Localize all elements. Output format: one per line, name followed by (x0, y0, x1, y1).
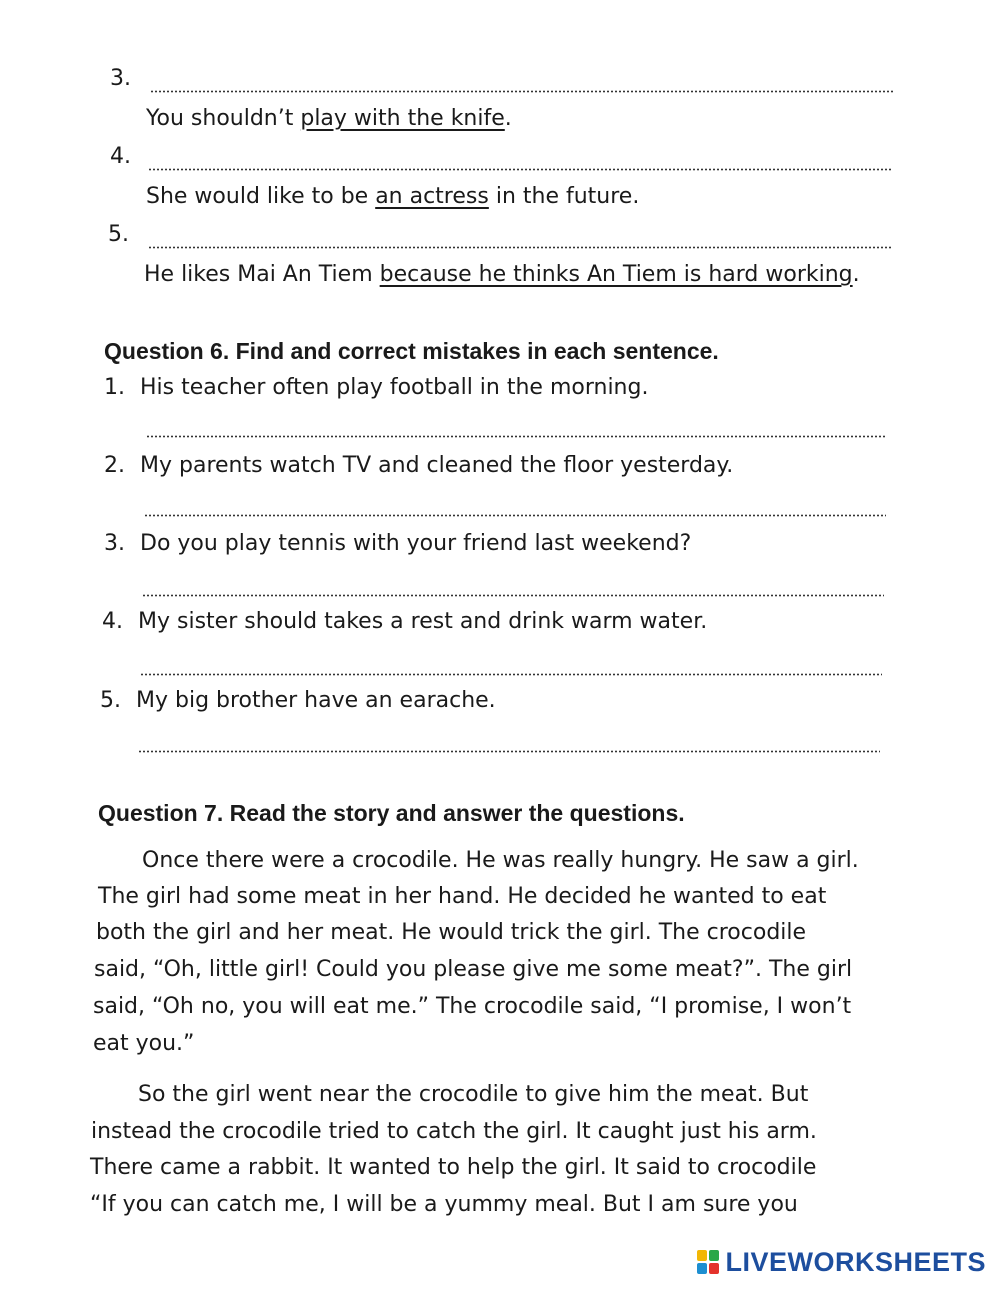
item-number: 4. (102, 609, 123, 634)
item-number: 2. (104, 453, 125, 478)
story-line: Once there were a crocodile. He was really hungry. He saw a girl. (142, 848, 859, 873)
story-line: So the girl went near the crocodile to give him the meat. But (138, 1082, 809, 1107)
error-sentence: His teacher often play football in the morning. (140, 375, 649, 400)
answer-line[interactable] (140, 673, 882, 676)
answer-line[interactable] (148, 246, 893, 249)
story-line: instead the crocodile tried to catch the girl. It caught just his arm. (91, 1119, 817, 1144)
answer-line[interactable] (144, 514, 886, 517)
liveworksheets-logo-icon (697, 1250, 719, 1274)
answer-line[interactable] (146, 435, 886, 438)
item-number: 3. (110, 66, 131, 91)
error-sentence: My parents watch TV and cleaned the floor yesterday. (140, 453, 734, 478)
answer-line[interactable] (148, 168, 893, 171)
question-6-title: Question 6. Find and correct mistakes in each sentence. (104, 338, 719, 364)
story-line: both the girl and her meat. He would trick the girl. The crocodile (96, 920, 807, 945)
story-line: There came a rabbit. It wanted to help the girl. It said to crocodile (90, 1155, 817, 1180)
error-sentence: Do you play tennis with your friend last weekend? (140, 531, 692, 556)
story-line: eat you.” (93, 1031, 195, 1056)
answer-line[interactable] (150, 90, 895, 93)
story-line: said, “Oh, little girl! Could you please give me some meat?”. The girl (94, 957, 853, 982)
story-line: “If you can catch me, I will be a yummy meal. But I am sure you (90, 1192, 798, 1217)
question-7-title: Question 7. Read the story and answer the questions. (98, 800, 685, 826)
item-number: 4. (110, 144, 131, 169)
prompt-sentence: She would like to be an actress in the future. (146, 184, 640, 209)
answer-line[interactable] (138, 750, 880, 753)
item-number: 5. (108, 222, 129, 247)
brand-name: LIVEWORKSHEETS (725, 1246, 986, 1277)
liveworksheets-brand[interactable] (697, 1245, 986, 1279)
error-sentence: My sister should takes a rest and drink warm water. (138, 609, 708, 634)
item-number: 1. (104, 375, 125, 400)
answer-line[interactable] (142, 594, 884, 597)
prompt-sentence: You shouldn’t play with the knife. (146, 106, 512, 131)
error-sentence: My big brother have an earache. (136, 688, 496, 713)
story-line: said, “Oh no, you will eat me.” The crocodile said, “I promise, I won’t (93, 994, 852, 1019)
story-line: The girl had some meat in her hand. He decided he wanted to eat (98, 884, 827, 909)
item-number: 3. (104, 531, 125, 556)
prompt-sentence: He likes Mai An Tiem because he thinks An Tiem is hard working. (144, 262, 860, 287)
item-number: 5. (100, 688, 121, 713)
